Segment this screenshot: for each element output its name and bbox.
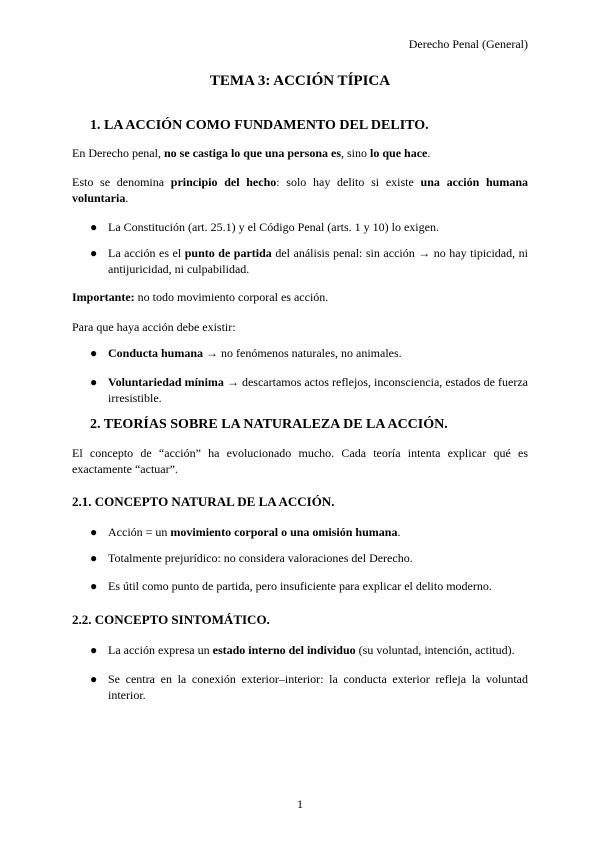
paragraph-4: El concepto de “acción” ha evolucionado mucho. Cada teoría intenta explicar qué es exactamente “actuar”. [72, 446, 528, 476]
bold-run: una acción humana voluntaria [72, 175, 528, 205]
bullet-icon: ● [90, 551, 98, 565]
bullet-icon: ● [90, 525, 98, 539]
list-item-text [108, 374, 528, 406]
document-title: TEMA 3: ACCIÓN TÍPICA [209, 73, 391, 89]
list-item [90, 578, 528, 594]
bullet-icon: ● [90, 220, 98, 234]
text-run: → no fenómenos naturales, no animales. [203, 346, 402, 360]
section-2-1-heading: 2.1. CONCEPTO NATURAL DE LA ACCIÓN. [72, 494, 335, 509]
text-run: , sino [341, 146, 371, 160]
page-number: 1 [297, 797, 303, 811]
list-item-text [108, 245, 528, 277]
text-run: → descartamos actos reflejos, inconsciencia, estados de fuerza irresistible. [108, 375, 528, 405]
text-run: . [397, 525, 401, 539]
text-run: En Derecho penal, [72, 146, 164, 160]
text-run: Esto se denomina [72, 175, 171, 189]
text-run: no todo movimiento corporal es acción. [134, 290, 329, 304]
section-1-heading: 1. LA ACCIÓN COMO FUNDAMENTO DEL DELITO. [90, 118, 429, 133]
bullet-icon: ● [90, 375, 98, 389]
bullet-icon: ● [90, 672, 98, 686]
important-note [72, 289, 528, 305]
bullet-icon: ● [90, 643, 98, 657]
text-run: Acción = un [108, 525, 171, 539]
paragraph-2 [72, 174, 528, 206]
bold-run: lo que hace [370, 146, 428, 160]
bold-run: principio del hecho [170, 175, 277, 189]
list-item [90, 524, 528, 540]
bullet-icon: ● [90, 246, 98, 260]
bold-run: Conducta humana [108, 346, 204, 360]
list-item [90, 671, 528, 703]
list-item [90, 642, 528, 658]
text-run: . [125, 191, 129, 205]
bold-run: movimiento corporal o una omisión humana [170, 525, 398, 539]
bold-run: no se castiga lo que una persona es [163, 146, 341, 160]
list-item-text [108, 345, 528, 361]
list-item [90, 219, 528, 235]
list-item [90, 374, 528, 406]
bold-run: punto de partida [184, 246, 272, 260]
list-item [90, 345, 528, 361]
bold-run: estado interno del individuo [212, 643, 356, 657]
list-item [90, 245, 528, 277]
list-item-text: Es útil como punto de partida, pero insuficiente para explicar el delito moderno. [108, 579, 492, 593]
list-item-text [108, 524, 528, 540]
text-run: (su voluntad, intención, actitud). [355, 643, 515, 657]
paragraph-1 [72, 145, 528, 161]
text-run: del análisis penal: sin acción → no hay tipicidad, ni antijuricidad, ni culpabilidad. [108, 246, 528, 276]
paragraph-3: Para que haya acción debe existir: [72, 320, 236, 334]
list-item-text: Se centra en la conexión exterior–interior: la conducta exterior refleja la voluntad interior. [108, 672, 528, 702]
important-label: Importante: [72, 290, 135, 304]
list-item-text: Totalmente prejurídico: no considera valoraciones del Derecho. [108, 551, 413, 565]
running-header: Derecho Penal (General) [408, 37, 528, 51]
text-run: La acción es el [108, 246, 185, 260]
section-2-2-heading: 2.2. CONCEPTO SINTOMÁTICO. [72, 612, 270, 627]
section-2-heading: 2. TEORÍAS SOBRE LA NATURALEZA DE LA ACCIÓN. [90, 417, 448, 432]
list-item-text: La Constitución (art. 25.1) y el Código Penal (arts. 1 y 10) lo exigen. [108, 220, 439, 234]
bold-run: Voluntariedad mínima [108, 375, 224, 389]
text-run: . [427, 146, 431, 160]
text-run: : solo hay delito si existe [276, 175, 421, 189]
list-item [90, 550, 528, 566]
bullet-icon: ● [90, 579, 98, 593]
text-run: La acción expresa un [108, 643, 213, 657]
bullet-icon: ● [90, 346, 98, 360]
list-item-text [108, 642, 528, 658]
